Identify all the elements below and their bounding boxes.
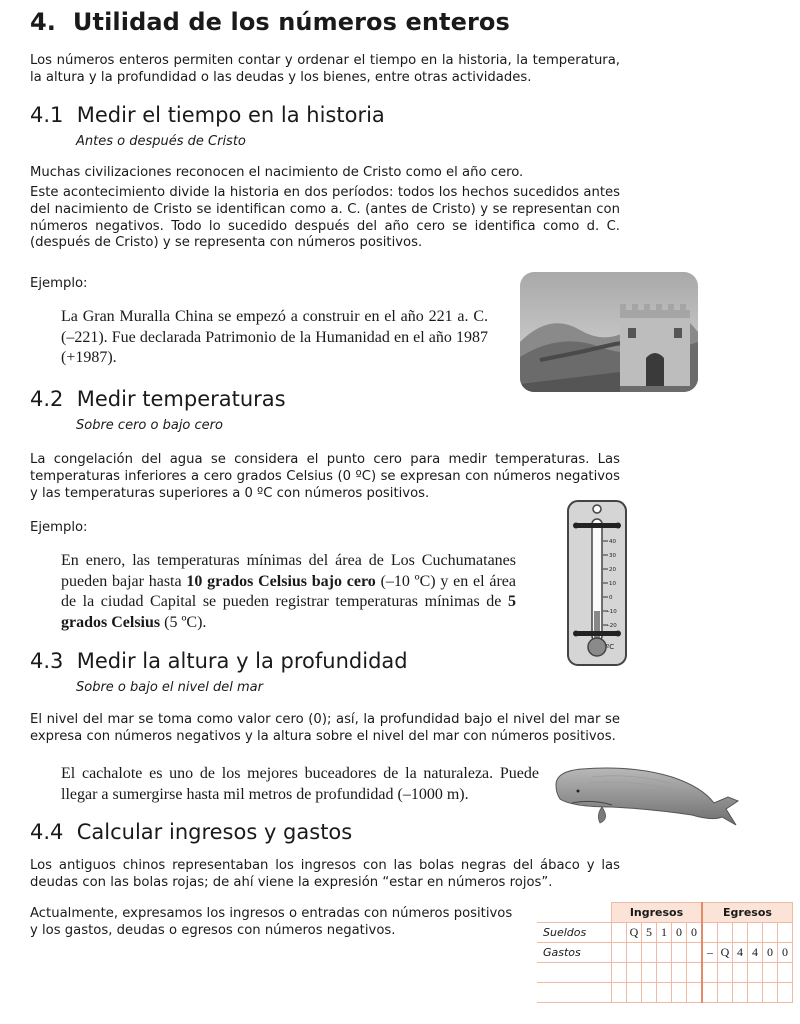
ledger-cell (733, 963, 748, 983)
ledger-cell (612, 983, 627, 1003)
thermo-tick-10: 10 (609, 581, 616, 587)
section-4-1-subtitle: Antes o después de Cristo (76, 134, 246, 149)
ledger-cell: – (702, 943, 718, 963)
ledger-header-ingresos: Ingresos (612, 903, 703, 923)
thermometer (566, 499, 628, 667)
ledger-cell: 4 (748, 943, 763, 963)
ledger-row-sueldos-label: Sueldos (537, 923, 612, 943)
ledger-cell (763, 923, 778, 943)
thermo-tick-30: 30 (609, 553, 616, 559)
ledger-cell: 5 (642, 923, 657, 943)
section-4-4-title: 4.4 Calcular ingresos y gastos (30, 820, 353, 844)
ledger-cell (702, 923, 718, 943)
ledger-cell (657, 983, 672, 1003)
section-4-4-p2: Actualmente, expresamos los ingresos o entradas con números positivos y los gastos, deudas o egresos con números negativos. (30, 906, 513, 938)
ledger-cell (763, 983, 778, 1003)
ledger-cell (627, 943, 642, 963)
thermometer-illustration (566, 499, 628, 667)
ledger-cell: 0 (687, 923, 703, 943)
section-4-title: 4. Utilidad de los números enteros (30, 8, 510, 36)
ledger-cell (687, 983, 703, 1003)
section-4-3-example: El cachalote es uno de los mejores buceadores de la naturaleza. Puede llegar a sumergirse hasta mil metros de profundidad (–1000 m). (61, 765, 539, 803)
section-4-intro: Los números enteros permiten contar y ordenar el tiempo en la historia, la temperatura, la altura y la profundidad o las deudas y los bienes, entre otras actividades. (30, 53, 620, 85)
ledger-cell (748, 983, 763, 1003)
section-4-1-p1: Muchas civilizaciones reconocen el nacimiento de Cristo como el año cero. (30, 165, 524, 180)
sperm-whale-illustration (552, 763, 742, 833)
ledger-empty-label (537, 963, 612, 983)
ledger-cell (627, 983, 642, 1003)
sperm-whale-image (552, 763, 742, 833)
ledger-cell (612, 963, 627, 983)
great-wall-illustration (520, 272, 698, 392)
thermo-tick-0: 0 (609, 595, 613, 601)
ledger-cell (733, 923, 748, 943)
ledger-cell (778, 923, 793, 943)
thermo-tick-minus10: –10 (607, 609, 617, 615)
ledger-cell (672, 963, 687, 983)
section-4-3-title: 4.3 Medir la altura y la profundidad (30, 649, 408, 673)
section-4-3-subtitle: Sobre o bajo el nivel del mar (76, 680, 263, 695)
ledger-cell: 0 (763, 943, 778, 963)
thermo-tick-20: 20 (609, 567, 616, 573)
section-4-2-p1: La congelación del agua se considera el punto cero para medir temperaturas. Las temperaturas inferiores a cero grados Celsius (0 ºC) se expresan con números negativos y las temperaturas superiores a 0 ºC con números positivos. (30, 452, 620, 501)
ledger-cell (702, 963, 718, 983)
ledger-cell: 4 (733, 943, 748, 963)
ledger-cell (718, 983, 733, 1003)
ledger-cell (748, 963, 763, 983)
great-wall-photo (520, 272, 698, 392)
ledger-cell (642, 963, 657, 983)
ledger-header-egresos: Egresos (702, 903, 793, 923)
section-4-4-p1: Los antiguos chinos representaban los ingresos con las bolas negras del ábaco y las deudas con las bolas rojas; de ahí viene la expresión “estar en números rojos”. (30, 858, 620, 890)
section-4-2-example: En enero, las temperaturas mínimas del área de Los Cuchumatanes pueden bajar hasta 10 grados Celsius bajo cero (–10 ºC) y en el área de la ciudad Capital se pueden registrar temperaturas mínimas de 5 grados Celsius (5 ºC). (61, 552, 516, 631)
ledger-cell (627, 963, 642, 983)
section-4-1-title: 4.1 Medir el tiempo en la historia (30, 103, 385, 127)
thermo-tick-minus20: –20 (607, 623, 617, 629)
ledger-cell: 0 (778, 943, 793, 963)
ledger-cell (778, 963, 793, 983)
ledger-cell (672, 983, 687, 1003)
section-4-1-example: La Gran Muralla China se empezó a construir en el año 221 a. C. (–221). Fue declarada Patrimonio de la Humanidad en el año 1987 (+1987). (61, 308, 488, 366)
ledger-table (537, 902, 793, 1003)
thermo-tick-40: 40 (609, 539, 616, 545)
ledger-cell (672, 943, 687, 963)
section-4-3-p1: El nivel del mar se toma como valor cero (0); así, la profundidad bajo el nivel del mar se expresa con números negativos y la altura sobre el nivel del mar con números positivos. (30, 712, 620, 744)
thermo-unit: ºC (606, 643, 615, 651)
ledger-cell (642, 943, 657, 963)
section-4-2-example-label: Ejemplo: (30, 520, 88, 535)
ledger-cell (687, 943, 703, 963)
ledger-cell (657, 963, 672, 983)
ledger-cell (733, 983, 748, 1003)
ledger-cell (657, 943, 672, 963)
section-4-2-title: 4.2 Medir temperaturas (30, 387, 286, 411)
ledger-cell (702, 983, 718, 1003)
ledger-empty-label (537, 983, 612, 1003)
ledger-cell (718, 923, 733, 943)
ledger-cell: 1 (657, 923, 672, 943)
ledger-cell (778, 983, 793, 1003)
section-4-1-example-label: Ejemplo: (30, 276, 88, 291)
section-4-2-subtitle: Sobre cero o bajo cero (76, 418, 223, 433)
ledger-cell: Q (627, 923, 642, 943)
ledger-row-gastos-label: Gastos (537, 943, 612, 963)
ledger-cell: 0 (672, 923, 687, 943)
section-4-1-p2: Este acontecimiento divide la historia en dos períodos: todos los hechos sucedidos antes del nacimiento de Cristo se identifican como a. C. (antes de Cristo) y se representan con números negativos. Todo lo sucedido después del año cero se identifica como d. C. (después de Cristo) y se representa con números positivos. (30, 185, 620, 251)
ledger-cell (612, 943, 627, 963)
ledger-cell (718, 963, 733, 983)
ledger-cell: Q (718, 943, 733, 963)
ledger-cell (763, 963, 778, 983)
ledger-cell (612, 923, 627, 943)
ledger-corner (537, 903, 612, 923)
ledger-cell (687, 963, 703, 983)
ledger-cell (748, 923, 763, 943)
ledger-cell (642, 983, 657, 1003)
